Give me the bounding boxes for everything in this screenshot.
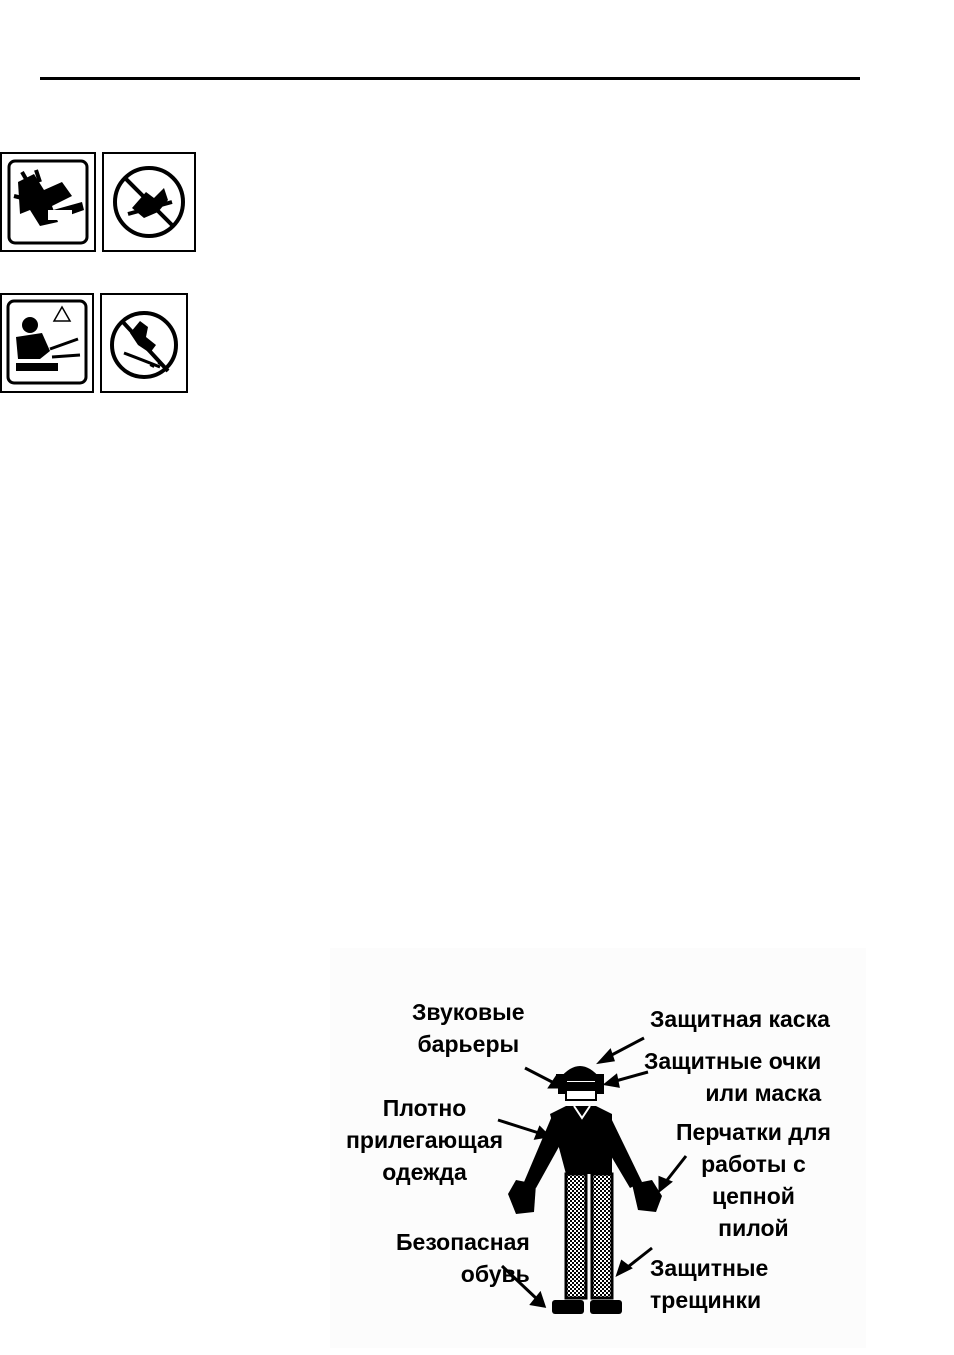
gloves-label: Перчатки для работы с цепной пилой [676,1119,831,1241]
clothing-label: Плотно прилегающая одежда [346,1095,504,1185]
operator-kickback-warning-icon [0,293,94,393]
hard-hat-label: Защитная каска [650,1006,830,1032]
leg-guards-label: Защитные трещинки [650,1255,769,1313]
no-cutting-sign [102,152,196,252]
chainsaw-cutting-branches-warning-icon [0,152,96,252]
goggles-label: Защитные очки или маска [644,1048,822,1106]
chainsaw-warning-sign [0,152,96,252]
kickback-warning-sign [0,293,94,393]
no-cutting-branches-prohibition-icon [102,152,196,252]
no-kickback-prohibition-icon [100,293,188,393]
boots-label: Безопасная обувь [396,1229,530,1287]
no-kickback-sign [100,293,188,393]
sound-barriers-label: Звуковые барьеры [412,999,525,1057]
header-rule [40,77,860,80]
ppe-diagram [330,948,866,1348]
